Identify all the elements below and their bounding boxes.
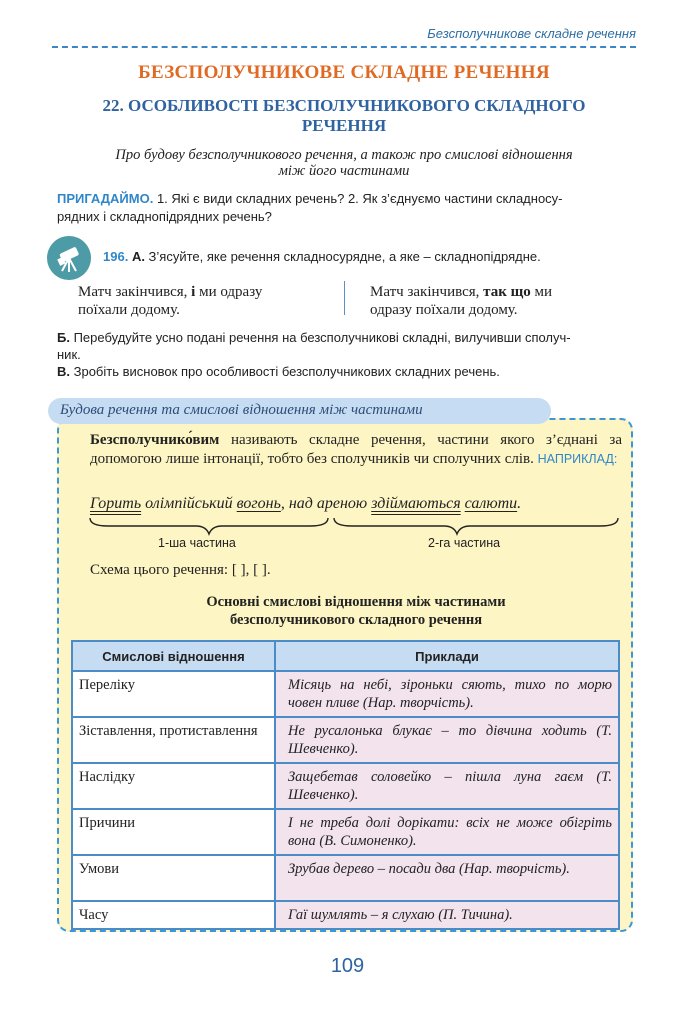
- example-cell: І не треба долі дорікати: всіх не може обігріть вона (В. Симоненко).: [275, 809, 619, 855]
- part-label: 2-га частина: [428, 536, 501, 550]
- subtitle-line: Про будову безсполучникового речення, а також про смислові відношення: [115, 147, 573, 163]
- header-divider: [52, 46, 636, 48]
- sentence-part: Матч закінчився,: [78, 284, 192, 300]
- sentence-part: ми: [530, 284, 553, 300]
- table-row: [72, 809, 619, 855]
- task-a-text: З’ясуйте, яке речення складносурядне, а яке – складнопідрядне.: [144, 249, 541, 264]
- sentence-part: поїхали додому.: [78, 302, 180, 318]
- section-title: [52, 96, 636, 136]
- rule-text: називають складне речення, частини якого з’єднані за допомогою лише інтонації, тобто без сполучників чи сполучних слів.: [90, 432, 622, 467]
- part-label: 1-ша частина: [158, 536, 236, 550]
- recall-text: рядних і складнопідрядних речень?: [57, 209, 272, 224]
- predicate: здіймаються: [371, 495, 461, 512]
- relation-cell: Часу: [72, 901, 275, 929]
- exercise-prompt: [103, 249, 541, 264]
- relation-cell: Причини: [72, 809, 275, 855]
- sentence-part: .: [517, 495, 522, 512]
- rule-term: Безсполучнико́вим: [90, 432, 220, 448]
- table-row: [72, 763, 619, 809]
- task-b-text: Перебудуйте усно подані речення на безсполучникові складні, вилучивши сполуч-: [69, 330, 571, 345]
- table-row: [72, 855, 619, 901]
- section-title-line: 22. ОСОБЛИВОСТІ БЕЗСПОЛУЧНИКОВОГО СКЛАДНОГО: [102, 96, 586, 115]
- task-c-text: Зробіть висновок про особливості безсполучникових складних речень.: [70, 364, 500, 379]
- table-title: [90, 593, 622, 629]
- sentence-part: одразу поїхали додому.: [370, 302, 518, 318]
- table-title-line: Основні смислові відношення між частинами: [206, 594, 506, 610]
- exercise-number: 196.: [103, 249, 129, 264]
- example-cell: Гаї шумлять – я слухаю (П. Тичина).: [275, 901, 619, 929]
- section-subtitle: [60, 147, 628, 179]
- conjunction: так що: [483, 284, 531, 300]
- conjunction: і: [191, 284, 196, 300]
- rule-heading: Будова речення та смислові відношення між частинами: [60, 402, 423, 418]
- task-b-label: Б.: [57, 330, 70, 345]
- relation-cell: Переліку: [72, 671, 275, 717]
- section-title-line: РЕЧЕННЯ: [301, 116, 387, 135]
- example-cell: Не русалонька блукає – то дівчина ходить (Т. Шевченко).: [275, 717, 619, 763]
- example-cell: Місяць на небі, зіроньки сяють, тихо по морю човен пливе (Нар. творчість).: [275, 671, 619, 717]
- relation-cell: Наслідку: [72, 763, 275, 809]
- recall-block: [57, 190, 637, 226]
- telescope-icon: [47, 236, 91, 280]
- task-a-label: А.: [131, 249, 145, 264]
- task-c: [57, 363, 637, 380]
- chapter-title: БЕЗСПОЛУЧНИКОВЕ СКЛАДНЕ РЕЧЕННЯ: [138, 62, 550, 83]
- subtitle-line: між його частинами: [278, 163, 410, 179]
- rule-definition: [90, 431, 622, 469]
- relation-cell: Зіставлення, протиставлення: [72, 717, 275, 763]
- table-row: [72, 717, 619, 763]
- example-cell: Защебетав соловейко – пішла луна гаєм (Т. Шевченко).: [275, 763, 619, 809]
- column-header: Приклади: [275, 641, 619, 671]
- table-row: [72, 671, 619, 717]
- task-b: [57, 329, 637, 363]
- sentence-part: ми одразу: [195, 284, 263, 300]
- recall-label: ПРИГАДАЙМО.: [57, 191, 154, 206]
- sentence-part: олімпійський: [141, 495, 237, 512]
- task-b-text: ник.: [57, 347, 81, 362]
- subject: вогонь: [236, 495, 281, 512]
- sentence-part: Матч закінчився,: [370, 284, 484, 300]
- sentence-compound: [78, 283, 262, 319]
- sentence-scheme: Схема цього речення: [ ], [ ].: [90, 562, 271, 578]
- table-title-line: безсполучникового складного речення: [229, 612, 483, 628]
- column-divider: [344, 281, 345, 315]
- column-header: Смислові відношення: [72, 641, 275, 671]
- example-label: НАПРИКЛАД:: [537, 452, 618, 466]
- table-row: [72, 901, 619, 929]
- running-title: Безсполучникове складне речення: [427, 26, 636, 41]
- example-cell: Зрубав дерево – посади два (Нар. творчість).: [275, 855, 619, 901]
- example-sentence: [90, 495, 521, 513]
- subject: салюти: [464, 495, 518, 512]
- part-braces: [88, 516, 623, 536]
- recall-text: 1. Які є види складних речень? 2. Як з’єднуємо частини складносу-: [153, 191, 563, 206]
- predicate: Горить: [90, 495, 142, 512]
- sentence-complex: [370, 283, 552, 319]
- task-c-label: В.: [57, 364, 70, 379]
- relation-cell: Умови: [72, 855, 275, 901]
- page-number: 109: [330, 955, 365, 977]
- relations-table: [71, 640, 620, 930]
- sentence-part: , над ареною: [280, 495, 372, 512]
